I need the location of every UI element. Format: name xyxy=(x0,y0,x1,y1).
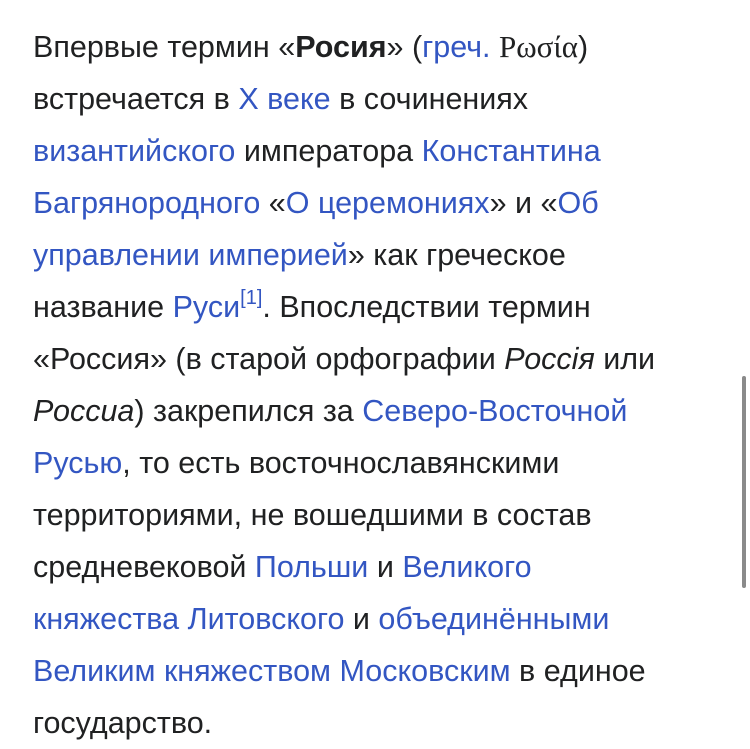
paragraph-line xyxy=(33,437,713,489)
text: ) закрепился за xyxy=(134,394,363,428)
link-byzantine[interactable]: византийского xyxy=(33,134,236,168)
text: императора xyxy=(235,134,422,168)
reference-sup xyxy=(240,287,262,309)
italic-term: Россиа xyxy=(33,394,135,428)
link-10th-century[interactable]: X веке xyxy=(238,82,331,116)
paragraph-line xyxy=(33,229,713,281)
text: » ( xyxy=(386,30,423,64)
text: « xyxy=(260,186,286,220)
link-de-administrando-part2[interactable]: управлении империей xyxy=(33,238,348,272)
bold-term: Росия xyxy=(295,30,387,64)
paragraph-line xyxy=(33,385,713,437)
link-greek-language[interactable]: греч. xyxy=(422,30,491,64)
link-unified-part1[interactable]: объединёнными xyxy=(378,602,610,636)
link-north-east-rus-part1[interactable]: Северо-Восточной xyxy=(362,394,628,428)
paragraph-line xyxy=(33,593,713,645)
text: и xyxy=(368,550,403,584)
text: » как греческое xyxy=(347,238,566,272)
text: «Россия» (в старой орфографии xyxy=(33,342,505,376)
text: встречается в xyxy=(33,82,239,116)
vertical-scrollbar[interactable] xyxy=(742,376,746,588)
text: государство. xyxy=(33,706,213,740)
italic-term: Россія xyxy=(504,342,595,376)
paragraph-line xyxy=(33,125,713,177)
text: Впервые термин « xyxy=(33,30,296,64)
link-grand-duchy-lithuania-part1[interactable]: Великого xyxy=(402,550,532,584)
link-poland[interactable]: Польши xyxy=(254,550,369,584)
text: » и « xyxy=(489,186,558,220)
text: . Впоследствии термин xyxy=(262,290,591,324)
link-constantine[interactable]: Константина xyxy=(421,134,601,168)
paragraph-line xyxy=(33,489,713,541)
link-grand-duchy-lithuania-part2[interactable]: княжества Литовского xyxy=(33,602,345,636)
text: и xyxy=(344,602,379,636)
text: название xyxy=(33,290,173,324)
text: в сочинениях xyxy=(330,82,529,116)
text: средневековой xyxy=(33,550,255,584)
text: в единое xyxy=(510,654,646,688)
paragraph-line xyxy=(33,73,713,125)
link-de-administrando-part1[interactable]: Об xyxy=(557,186,599,220)
link-de-ceremoniis[interactable]: О церемониях xyxy=(285,186,490,220)
link-porphyrogenitus[interactable]: Багрянородного xyxy=(33,186,261,220)
link-rus[interactable]: Руси xyxy=(172,290,241,324)
paragraph-line xyxy=(33,21,713,73)
paragraph-line xyxy=(33,645,713,697)
text: территориями, не вошедшими в состав xyxy=(33,498,592,532)
reference-link[interactable]: [1] xyxy=(240,287,263,309)
paragraph-line xyxy=(33,333,713,385)
text: , то есть восточнославянскими xyxy=(122,446,560,480)
text: или xyxy=(594,342,656,376)
text xyxy=(491,30,499,64)
paragraph-line xyxy=(33,177,713,229)
text: ) xyxy=(577,30,589,64)
paragraph-line xyxy=(33,281,713,333)
paragraph-line xyxy=(33,697,713,749)
greek-term: Ρωσία xyxy=(499,29,578,64)
article-paragraph xyxy=(33,21,713,749)
link-north-east-rus-part2[interactable]: Русью xyxy=(33,446,123,480)
paragraph-line xyxy=(33,541,713,593)
link-grand-duchy-moscow[interactable]: Великим княжеством Московским xyxy=(33,654,511,688)
